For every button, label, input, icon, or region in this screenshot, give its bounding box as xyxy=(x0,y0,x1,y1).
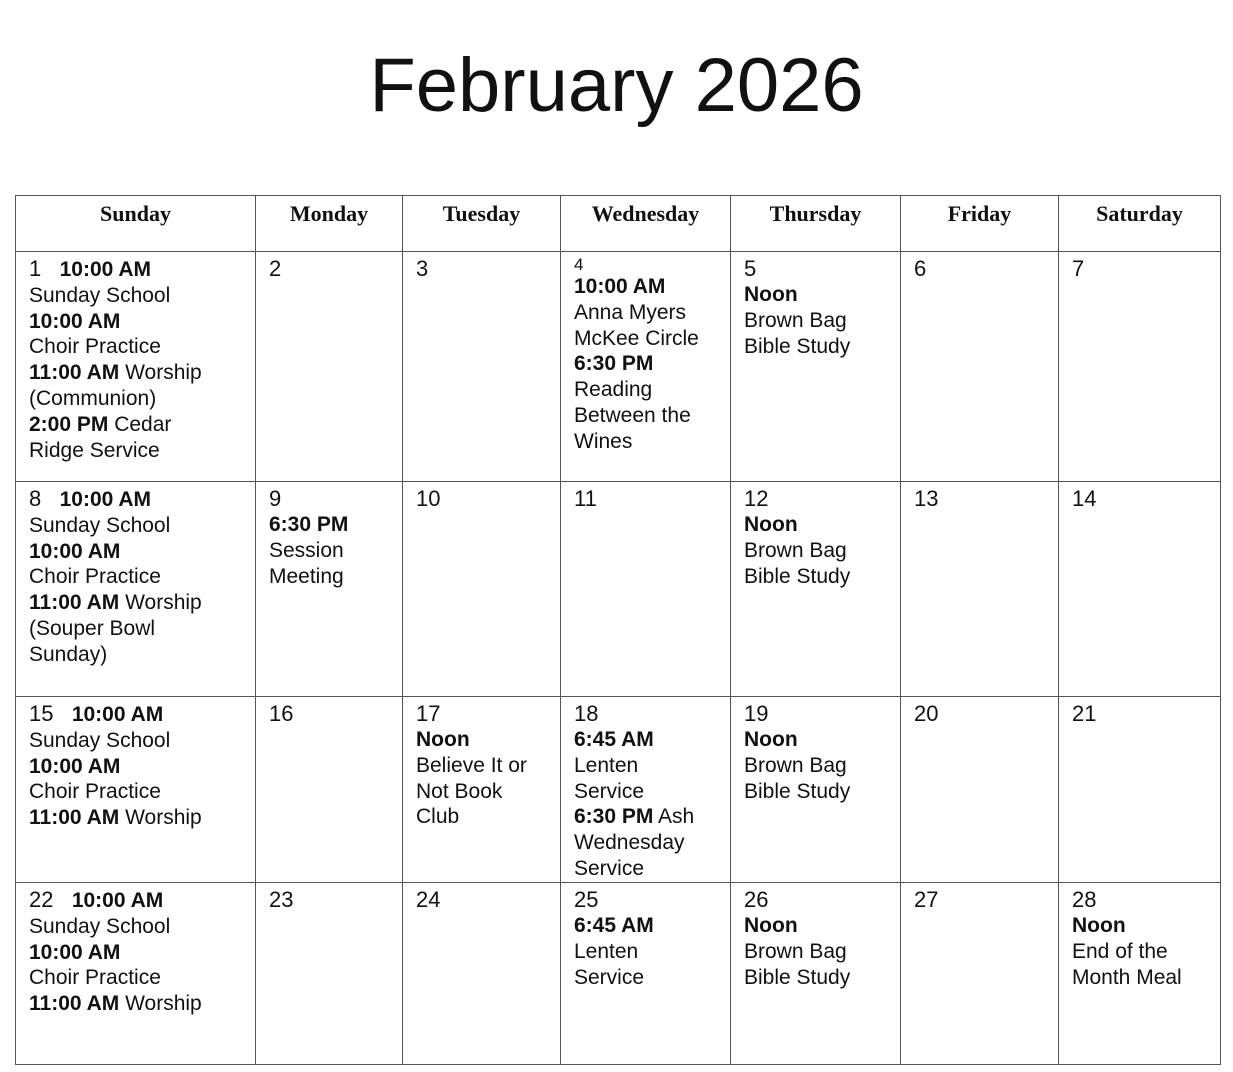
day-number: 1 xyxy=(29,256,42,281)
day-number: 28 xyxy=(1072,887,1097,912)
week-row xyxy=(16,883,1221,1065)
event-text: Between the xyxy=(574,403,691,427)
event-time: Noon xyxy=(1072,914,1126,937)
event-time: 6:45 AM xyxy=(574,728,654,751)
day-number: 15 xyxy=(29,701,54,726)
day-cell xyxy=(16,252,256,482)
event-list xyxy=(29,283,243,464)
event-time: 10:00 AM xyxy=(29,309,121,333)
calendar-grid xyxy=(15,195,1221,1065)
event-line xyxy=(269,538,390,564)
event-text: Worship xyxy=(119,992,202,1016)
day-cell xyxy=(403,252,561,482)
day-cell xyxy=(901,697,1059,883)
event-line xyxy=(574,274,718,300)
day-header xyxy=(269,256,390,282)
event-text: Wines xyxy=(574,429,633,453)
event-text: Service xyxy=(574,965,645,989)
event-list xyxy=(744,913,888,990)
event-time: Noon xyxy=(744,513,798,536)
event-line xyxy=(1072,965,1208,991)
event-line xyxy=(416,804,548,830)
day-cell xyxy=(901,883,1059,1065)
day-header xyxy=(29,256,243,283)
day-cell xyxy=(731,883,901,1065)
event-list xyxy=(269,512,390,589)
event-text: Meeting xyxy=(269,564,344,588)
day-cell xyxy=(16,482,256,697)
event-line xyxy=(29,914,243,940)
day-cell xyxy=(1059,482,1221,697)
event-text: Bible Study xyxy=(744,334,851,358)
event-line xyxy=(416,779,548,805)
event-list xyxy=(744,512,888,589)
event-line xyxy=(744,939,888,965)
event-list xyxy=(1072,913,1208,990)
day-number: 22 xyxy=(29,887,54,912)
event-line xyxy=(29,754,243,780)
event-text: Sunday School xyxy=(29,728,171,752)
event-line xyxy=(574,779,718,805)
event-text: (Souper Bowl xyxy=(29,616,156,640)
event-time: 11:00 AM xyxy=(29,591,120,615)
weekday-thursday: Thursday xyxy=(731,196,901,252)
event-line xyxy=(744,334,888,360)
event-list xyxy=(744,282,888,359)
event-line xyxy=(574,753,718,779)
event-text: Not Book xyxy=(416,779,503,803)
event-text: Worship xyxy=(119,361,202,385)
event-line xyxy=(744,779,888,805)
event-time: 10:00 AM xyxy=(59,258,152,281)
event-list xyxy=(744,727,888,804)
day-cell xyxy=(731,252,901,482)
event-line xyxy=(416,753,548,779)
day-number: 16 xyxy=(269,701,294,726)
day-header xyxy=(744,887,888,913)
event-line xyxy=(29,513,243,539)
day-number: 21 xyxy=(1072,701,1097,726)
event-time: 6:30 PM xyxy=(574,352,654,376)
day-header xyxy=(269,701,390,727)
day-header xyxy=(744,486,888,512)
event-line xyxy=(269,512,390,538)
day-number: 11 xyxy=(574,486,597,511)
event-line xyxy=(29,616,243,642)
weekday-sunday: Sunday xyxy=(16,196,256,252)
event-line xyxy=(744,282,888,308)
event-line xyxy=(29,642,243,668)
day-number: 10 xyxy=(416,486,441,511)
event-line xyxy=(744,727,888,753)
event-list xyxy=(574,913,718,990)
week-row xyxy=(16,697,1221,883)
day-number: 23 xyxy=(269,887,294,912)
day-header xyxy=(416,486,548,512)
event-text: Reading xyxy=(574,378,653,402)
event-line xyxy=(29,309,243,335)
event-text: Worship xyxy=(119,806,202,830)
day-header xyxy=(29,701,243,728)
event-line xyxy=(29,539,243,565)
day-number: 18 xyxy=(574,701,599,726)
day-cell xyxy=(561,482,731,697)
day-header xyxy=(1072,256,1208,282)
event-line xyxy=(574,326,718,352)
event-time: 2:00 PM xyxy=(29,412,109,436)
event-text: Sunday School xyxy=(29,283,171,307)
event-time: 10:00 AM xyxy=(29,940,121,964)
event-text: Believe It or xyxy=(416,753,527,777)
day-number: 14 xyxy=(1072,486,1097,511)
event-line xyxy=(29,965,243,991)
event-text: Sunday School xyxy=(29,513,171,537)
day-header xyxy=(914,256,1046,282)
event-line xyxy=(744,965,888,991)
event-text: Bible Study xyxy=(744,965,851,989)
spacer xyxy=(53,701,71,726)
spacer xyxy=(53,887,71,912)
day-header xyxy=(574,887,718,913)
event-list xyxy=(29,728,243,831)
event-time: 6:45 AM xyxy=(574,914,654,937)
event-line xyxy=(744,913,888,939)
week-row xyxy=(16,482,1221,697)
event-line xyxy=(29,283,243,309)
day-number: 19 xyxy=(744,701,769,726)
day-cell xyxy=(256,697,403,883)
event-time: 10:00 AM xyxy=(29,754,121,778)
day-cell xyxy=(731,697,901,883)
event-text: Bible Study xyxy=(744,564,851,588)
event-text: Lenten xyxy=(574,753,639,777)
event-line xyxy=(416,727,548,753)
calendar-title: February 2026 xyxy=(369,43,864,128)
day-cell xyxy=(1059,883,1221,1065)
day-number: 17 xyxy=(416,701,441,726)
day-header xyxy=(574,486,718,512)
event-line xyxy=(29,438,243,464)
event-time: 6:30 PM xyxy=(574,805,654,829)
weekday-friday: Friday xyxy=(901,196,1059,252)
day-number: 12 xyxy=(744,486,769,511)
event-text: McKee Circle xyxy=(574,326,699,350)
day-number: 27 xyxy=(914,887,939,912)
day-number: 26 xyxy=(744,887,769,912)
day-number: 24 xyxy=(416,887,441,912)
event-line xyxy=(574,804,718,830)
event-line xyxy=(29,334,243,360)
day-cell xyxy=(1059,252,1221,482)
event-line xyxy=(574,913,718,939)
event-line xyxy=(29,412,243,438)
event-text: Brown Bag xyxy=(744,939,847,963)
event-time: Noon xyxy=(744,914,798,937)
event-line xyxy=(1072,939,1208,965)
event-time: Noon xyxy=(416,728,470,751)
day-header xyxy=(29,486,243,513)
day-number: 6 xyxy=(914,256,927,281)
day-header xyxy=(269,486,390,512)
event-time: Noon xyxy=(744,728,798,751)
day-cell xyxy=(1059,697,1221,883)
day-cell xyxy=(561,883,731,1065)
event-time: 11:00 AM xyxy=(29,806,120,830)
event-text: Month Meal xyxy=(1072,965,1182,989)
event-line xyxy=(574,351,718,377)
weekday-monday: Monday xyxy=(256,196,403,252)
event-time: 10:00 AM xyxy=(59,488,152,511)
event-line xyxy=(574,429,718,455)
day-header xyxy=(574,256,718,274)
event-text: Service xyxy=(574,779,645,803)
event-time: 10:00 AM xyxy=(574,275,666,298)
event-text: Session xyxy=(269,538,344,562)
event-text: Worship xyxy=(119,591,202,615)
event-line xyxy=(744,753,888,779)
day-number: 4 xyxy=(574,255,584,274)
day-number: 5 xyxy=(744,256,757,281)
event-line xyxy=(744,512,888,538)
day-header xyxy=(1072,486,1208,512)
event-line xyxy=(574,300,718,326)
day-header xyxy=(914,701,1046,727)
event-text: Ash xyxy=(653,805,695,829)
event-line xyxy=(574,965,718,991)
day-number: 3 xyxy=(416,256,429,281)
day-header xyxy=(914,486,1046,512)
event-text: Brown Bag xyxy=(744,308,847,332)
event-text: Cedar xyxy=(108,412,172,436)
event-text: Service xyxy=(574,856,645,880)
event-line xyxy=(744,538,888,564)
event-text: (Communion) xyxy=(29,386,157,410)
event-list xyxy=(29,914,243,1017)
event-line xyxy=(744,308,888,334)
weekday-saturday: Saturday xyxy=(1059,196,1221,252)
event-text: Sunday) xyxy=(29,642,108,666)
event-time: 10:00 AM xyxy=(29,539,121,563)
day-header xyxy=(744,701,888,727)
event-text: Choir Practice xyxy=(29,565,161,589)
day-cell xyxy=(403,883,561,1065)
event-text: Sunday School xyxy=(29,914,171,938)
event-line xyxy=(574,403,718,429)
event-line xyxy=(574,377,718,403)
week-row xyxy=(16,252,1221,482)
day-cell xyxy=(256,883,403,1065)
event-line xyxy=(29,991,243,1017)
event-line xyxy=(574,856,718,882)
event-text: Wednesday xyxy=(574,831,685,855)
spacer xyxy=(41,486,59,511)
event-time: Noon xyxy=(744,283,798,306)
day-header xyxy=(269,887,390,913)
event-text: Ridge Service xyxy=(29,438,160,462)
day-header xyxy=(914,887,1046,913)
event-line xyxy=(29,940,243,966)
event-list xyxy=(574,274,718,455)
event-list xyxy=(416,727,548,830)
event-text: Anna Myers xyxy=(574,300,687,324)
day-header xyxy=(574,701,718,727)
day-cell xyxy=(256,482,403,697)
day-cell xyxy=(561,252,731,482)
day-header xyxy=(1072,887,1208,913)
event-text: Choir Practice xyxy=(29,780,161,804)
day-cell xyxy=(256,252,403,482)
event-text: Brown Bag xyxy=(744,538,847,562)
event-text: Choir Practice xyxy=(29,966,161,990)
day-header xyxy=(1072,701,1208,727)
day-header xyxy=(416,701,548,727)
day-number: 2 xyxy=(269,256,282,281)
day-number: 7 xyxy=(1072,256,1085,281)
weekday-header-row xyxy=(16,196,1221,252)
day-header xyxy=(416,887,548,913)
event-list xyxy=(29,513,243,668)
day-header xyxy=(744,256,888,282)
day-number: 8 xyxy=(29,486,42,511)
day-number: 25 xyxy=(574,887,599,912)
spacer xyxy=(41,256,59,281)
event-line xyxy=(269,564,390,590)
event-line xyxy=(574,939,718,965)
day-number: 13 xyxy=(914,486,939,511)
event-time: 11:00 AM xyxy=(29,992,120,1016)
event-line xyxy=(29,360,243,386)
event-line xyxy=(29,386,243,412)
event-time: 10:00 AM xyxy=(71,703,164,726)
day-header xyxy=(29,887,243,914)
event-time: 6:30 PM xyxy=(269,513,349,536)
day-number: 20 xyxy=(914,701,939,726)
event-list xyxy=(574,727,718,882)
day-cell xyxy=(16,883,256,1065)
event-line xyxy=(574,830,718,856)
day-cell xyxy=(901,252,1059,482)
event-time: 11:00 AM xyxy=(29,361,120,385)
event-line xyxy=(29,805,243,831)
event-line xyxy=(29,564,243,590)
event-text: End of the xyxy=(1072,939,1168,963)
event-line xyxy=(29,779,243,805)
day-cell xyxy=(901,482,1059,697)
day-cell xyxy=(403,697,561,883)
day-number: 9 xyxy=(269,486,282,511)
weekday-tuesday: Tuesday xyxy=(403,196,561,252)
event-text: Club xyxy=(416,805,460,829)
event-line xyxy=(29,590,243,616)
event-line xyxy=(1072,913,1208,939)
calendar-weeks xyxy=(16,252,1221,1065)
day-cell xyxy=(16,697,256,883)
event-line xyxy=(744,564,888,590)
day-header xyxy=(416,256,548,282)
event-time: 10:00 AM xyxy=(71,889,164,912)
event-line xyxy=(574,727,718,753)
event-text: Lenten xyxy=(574,939,639,963)
event-text: Brown Bag xyxy=(744,753,847,777)
day-cell xyxy=(561,697,731,883)
event-line xyxy=(29,728,243,754)
event-text: Bible Study xyxy=(744,779,851,803)
day-cell xyxy=(403,482,561,697)
day-cell xyxy=(731,482,901,697)
event-text: Choir Practice xyxy=(29,335,161,359)
weekday-wednesday: Wednesday xyxy=(561,196,731,252)
